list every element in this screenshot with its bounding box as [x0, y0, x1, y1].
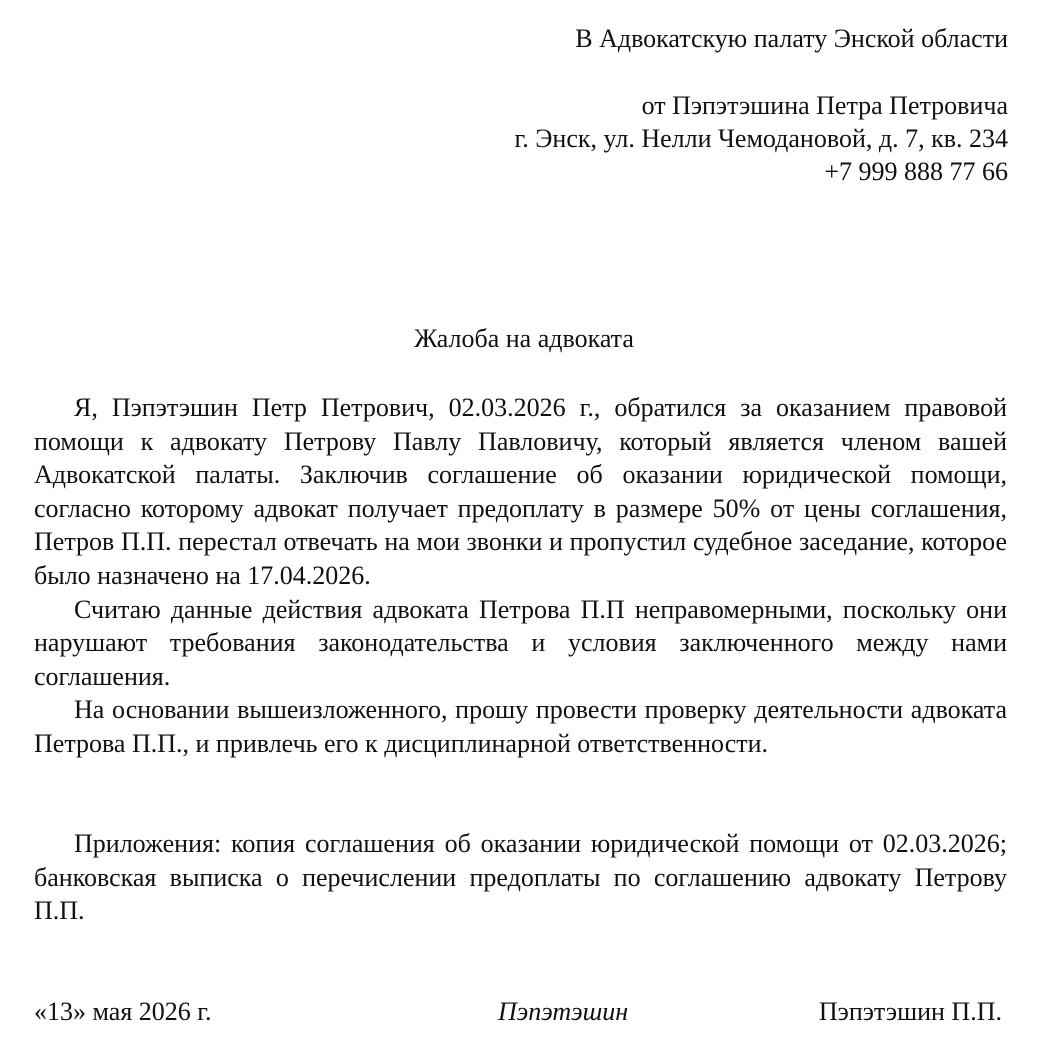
attachments-block	[34, 827, 1007, 928]
sender-block	[515, 89, 1008, 188]
sender-name: от Пэпэтэшина Петра Петровича	[641, 91, 1008, 120]
addressee-line: В Адвокатскую палату Энской области	[575, 24, 1008, 53]
signer-name: Пэпэтэшин П.П.	[818, 997, 1002, 1026]
document-title: Жалоба на адвоката	[414, 324, 634, 353]
addressee-block	[575, 22, 1008, 55]
sender-address: г. Энск, ул. Нелли Чемодановой, д. 7, кв. 234	[514, 124, 1008, 153]
document-date: «13» мая 2026 г.	[34, 997, 212, 1026]
body-paragraph-2: Считаю данные действия адвоката Петрова П.П неправомерными, поскольку они нарушают требования законодательства и условия заключенного между нами соглашения.	[34, 594, 1007, 691]
complaint-body	[34, 391, 1007, 761]
attachments-paragraph: Приложения: копия соглашения об оказании юридической помощи от 02.03.2026; банковская выписка о перечислении предоплаты по соглашению адвокату Петрову П.П.	[34, 829, 1007, 926]
body-paragraph-1: Я, Пэпэтэшин Петр Петрович, 02.03.2026 г., обратился за оказанием правовой помощи к адвокату Петрову Павлу Павловичу, который является членом вашей Адвокатской палаты. Заключив соглашение об оказании юридической помощи, согласно которому адвокат получает предоплату в размере 50% от цены соглашения, Петров П.П. перестал отвечать на мои звонки и пропустил судебное заседание, которое было назначено на 17.04.2026.	[34, 393, 1007, 590]
handwritten-signature: Пэпэтэшин	[498, 997, 629, 1026]
body-paragraph-3: На основании вышеизложенного, прошу провести проверку деятельности адвоката Петрова П.П., и привлечь его к дисциплинарной ответственности.	[34, 695, 1007, 758]
sender-phone: +7 999 888 77 66	[824, 157, 1008, 186]
